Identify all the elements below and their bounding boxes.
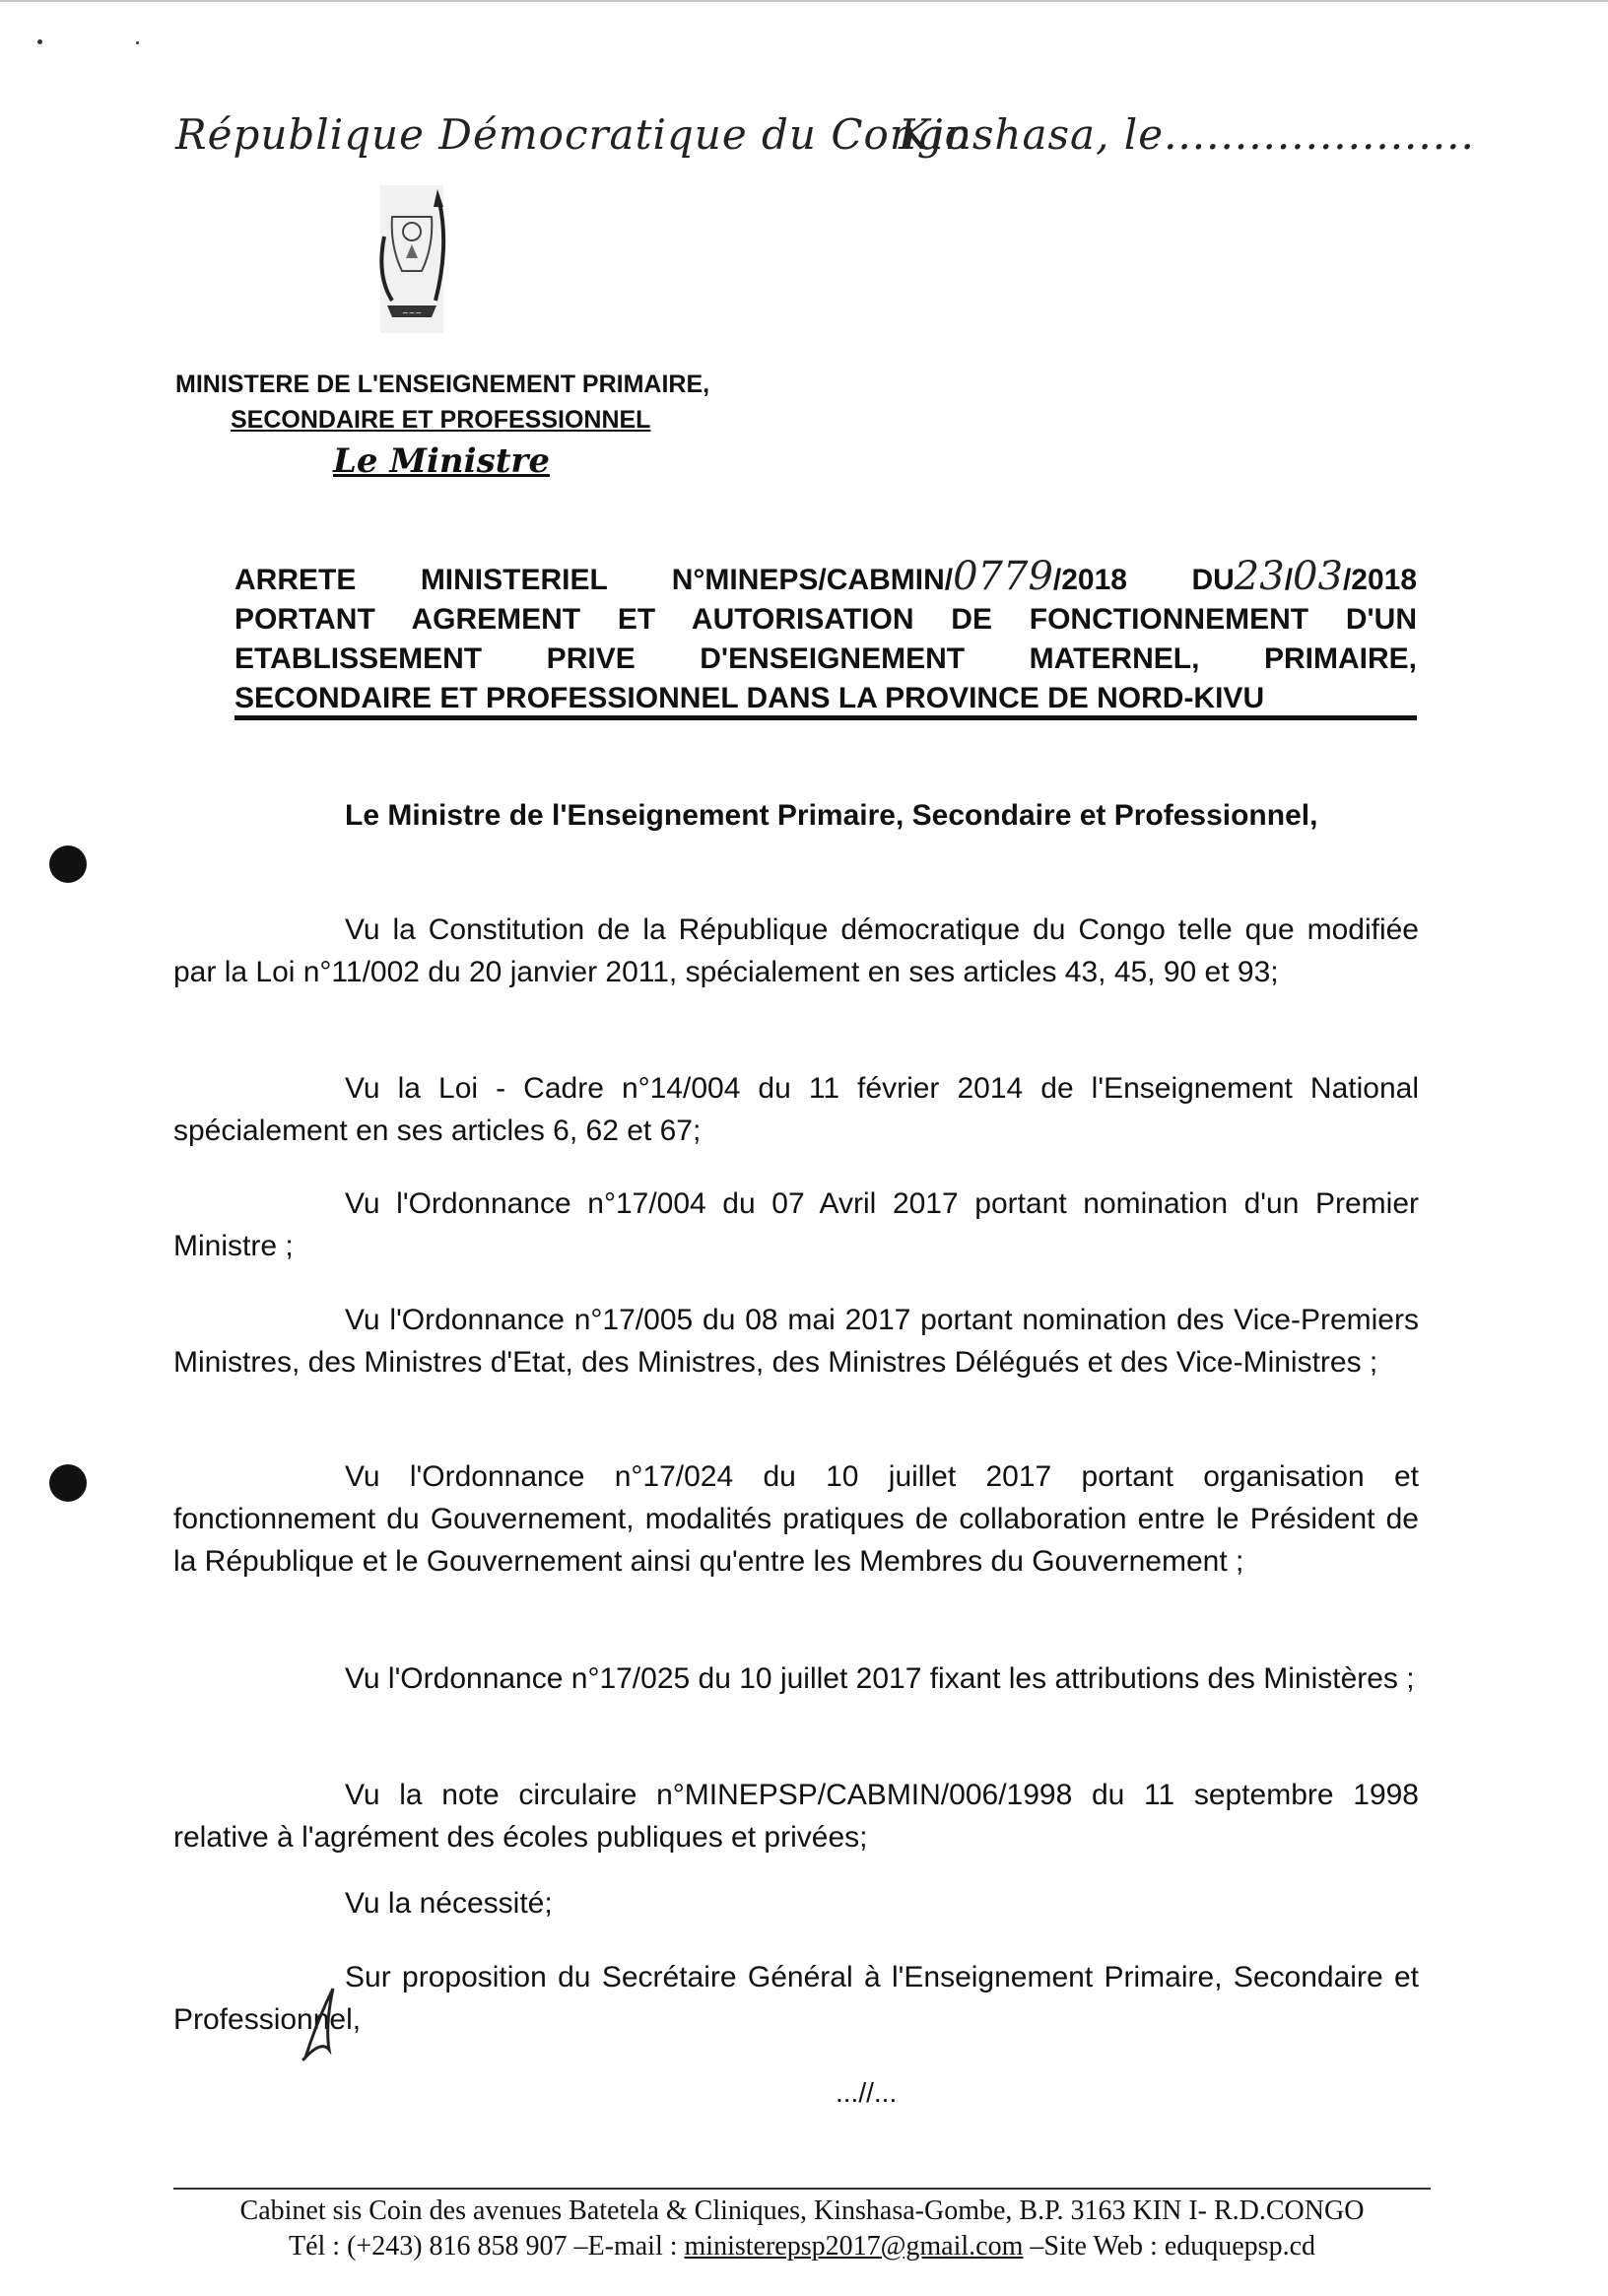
- considerant-8: [173, 1882, 1419, 1925]
- minister-intro: [173, 793, 1419, 839]
- ministry-name: [175, 367, 767, 438]
- considerant-4: [173, 1299, 1419, 1384]
- decree-ref-prefix: N°MINEPS/CABMIN/: [671, 564, 954, 596]
- decree-date-month: 03: [1293, 554, 1343, 599]
- considerant-9-text: Sur proposition du Secrétaire Général à l'Enseignement Primaire, Secondaire et Professionnel,: [173, 1961, 1419, 2036]
- considerant-6-text: Vu l'Ordonnance n°17/025 du 10 juillet 2017 fixant les attributions des Ministères ;: [345, 1662, 1415, 1695]
- minister-title: Le Ministre: [333, 441, 550, 481]
- considerant-6: [173, 1657, 1419, 1700]
- considerant-2: [173, 1067, 1419, 1152]
- decree-reference: [671, 554, 1127, 599]
- decree-title: [234, 554, 1418, 718]
- considerant-3: [173, 1182, 1419, 1267]
- footer-contact: [173, 2229, 1431, 2264]
- minister-intro-text: Le Ministre de l'Enseignement Primaire, Secondaire et Professionnel,: [345, 799, 1318, 832]
- city-date-line: Kinshasa, le......................: [899, 110, 1475, 159]
- considerant-3-text: Vu l'Ordonnance n°17/004 du 07 Avril 2017 portant nomination d'un Premier Ministre ;: [173, 1187, 1419, 1262]
- footer-website: –Site Web : eduquepsp.cd: [1023, 2231, 1315, 2262]
- considerant-7: [173, 1774, 1419, 1858]
- considerant-2-text: Vu la Loi - Cadre n°14/004 du 11 février 2014 de l'Enseignement National spécialement en ses articles 6, 62 et 67;: [173, 1072, 1419, 1147]
- punch-hole: [49, 1464, 87, 1502]
- considerant-5: [173, 1455, 1419, 1583]
- country-heading: République Démocratique du Congo: [175, 110, 971, 159]
- considerant-1: [173, 909, 1419, 993]
- decree-date: [1191, 554, 1418, 599]
- decree-title-line-3: ETABLISSEMENT PRIVE D'ENSEIGNEMENT MATERNEL, PRIMAIRE,: [234, 642, 1417, 675]
- considerant-9: [173, 1956, 1419, 2041]
- decree-type: MINISTERIEL: [420, 564, 608, 596]
- decree-title-line-1: [234, 554, 1418, 600]
- scan-top-edge: [0, 0, 1608, 2]
- coat-of-arms-emblem: [363, 177, 461, 340]
- ministry-line-2: SECONDAIRE ET PROFESSIONNEL: [231, 406, 651, 434]
- continuation-mark: ...//...: [836, 2077, 898, 2108]
- footer-divider: [173, 2188, 1431, 2190]
- footer-phone: Tél : (+243) 816 858 907 –E-mail :: [289, 2231, 685, 2262]
- decree-label: ARRETE: [234, 564, 357, 596]
- considerant-7-text: Vu la note circulaire n°MINEPSP/CABMIN/006/1998 du 11 septembre 1998 relative à l'agrément des écoles publiques et privées;: [173, 1779, 1419, 1854]
- decree-date-day: 23: [1234, 554, 1285, 599]
- decree-title-line-4: SECONDAIRE ET PROFESSIONNEL DANS LA PROVINCE DE NORD-KIVU: [234, 682, 1265, 714]
- considerant-4-text: Vu l'Ordonnance n°17/005 du 08 mai 2017 portant nomination des Vice-Premiers Ministres, des Ministres d'Etat, des Ministres, des Ministres Délégués et des Vice-Ministres ;: [173, 1304, 1419, 1379]
- decree-ref-year: /2018: [1052, 564, 1127, 596]
- decree-date-prefix: DU: [1191, 564, 1235, 596]
- title-underline: [234, 715, 1417, 720]
- svg-text:~~~: ~~~: [401, 308, 423, 317]
- footer-address: Cabinet sis Coin des avenues Batetela & Cliniques, Kinshasa-Gombe, B.P. 3163 KIN I- R.D.CONGO: [239, 2195, 1365, 2226]
- considerant-1-text: Vu la Constitution de la République démocratique du Congo telle que modifiée par la Loi n°11/002 du 20 janvier 2011, spécialement en ses articles 43, 45, 90 et 93;: [173, 913, 1419, 988]
- scan-speck: [37, 39, 42, 44]
- punch-hole: [49, 845, 87, 883]
- considerant-5-text: Vu l'Ordonnance n°17/024 du 10 juillet 2017 portant organisation et fonctionnement du Gouvernement, modalités pratiques de collaboration entre le Président de la République et le Gouvernement ainsi qu'entre les Membres du Gouvernement ;: [173, 1460, 1419, 1578]
- decree-number-handwritten: 0779: [953, 554, 1053, 599]
- decree-title-line-2: PORTANT AGREMENT ET AUTORISATION DE FONCTIONNEMENT D'UN: [234, 603, 1417, 636]
- footer-email-link[interactable]: ministerepsp2017@gmail.com: [684, 2231, 1024, 2262]
- initials-signature: [296, 1981, 345, 2064]
- considerant-8-text: Vu la nécessité;: [345, 1887, 553, 1920]
- decree-date-separator: /: [1284, 564, 1294, 596]
- decree-date-year: /2018: [1342, 564, 1418, 596]
- ministry-line-1: MINISTERE DE L'ENSEIGNEMENT PRIMAIRE,: [175, 371, 710, 398]
- footer: [173, 2194, 1431, 2264]
- scan-speck: [136, 41, 139, 44]
